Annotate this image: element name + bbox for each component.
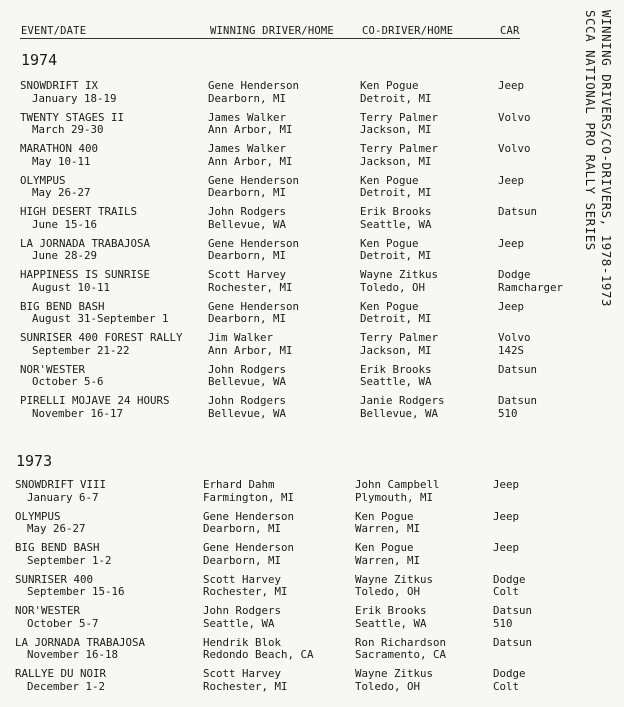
driver-home: Dearborn, MI [203, 522, 282, 535]
car-make: Jeep [498, 236, 525, 250]
codriver-name: Ken Pogue [360, 79, 419, 92]
car-model: Colt [493, 585, 520, 598]
driver-cell [208, 301, 299, 326]
car-cell [493, 511, 519, 524]
header-rule [20, 38, 520, 39]
codriver-home: Detroit, MI [360, 312, 432, 325]
event-cell [15, 605, 99, 630]
event-name: SNOWDRIFT VIII [15, 478, 107, 491]
event-cell [20, 238, 150, 263]
event-cell [15, 574, 125, 599]
event-date: October 5-7 [27, 616, 99, 630]
codriver-cell [355, 511, 420, 536]
driver-name: James Walker [208, 110, 287, 124]
column-header-codriver: CO-DRIVER/HOME [362, 25, 454, 37]
codriver-name: Erik Brooks [360, 362, 432, 376]
event-name: RALLYE DU NOIR [15, 667, 107, 680]
event-cell [15, 479, 106, 504]
car-make: Volvo [498, 142, 531, 155]
codriver-cell [360, 206, 432, 231]
codriver-cell [360, 80, 432, 105]
driver-name: Gene Henderson [208, 299, 300, 313]
codriver-name: Ken Pogue [360, 299, 419, 313]
codriver-cell [360, 143, 438, 168]
codriver-name: Ken Pogue [360, 173, 419, 187]
codriver-home: Jackson, MI [360, 154, 432, 168]
codriver-cell [355, 574, 433, 599]
event-date: June 28-29 [32, 249, 98, 262]
event-date: August 31-September 1 [32, 312, 169, 325]
driver-cell [203, 574, 288, 599]
driver-cell [208, 238, 299, 263]
event-date: December 1-2 [27, 679, 106, 693]
car-make: Dodge [493, 572, 526, 586]
event-cell [20, 112, 124, 137]
car-make: Jeep [498, 79, 525, 92]
event-name: HAPPINESS IS SUNRISE [20, 268, 151, 281]
codriver-cell [355, 542, 420, 567]
driver-home: Ann Arbor, MI [208, 123, 293, 136]
column-header-car: CAR [500, 25, 520, 37]
car-make: Volvo [498, 331, 531, 344]
event-date: May 10-11 [32, 154, 91, 168]
column-header-event: EVENT/DATE [21, 25, 87, 37]
event-date: January 18-19 [32, 91, 117, 105]
codriver-home: Warren, MI [355, 522, 421, 535]
codriver-name: John Campbell [355, 478, 440, 491]
car-cell [493, 605, 532, 630]
driver-home: Ann Arbor, MI [208, 154, 293, 168]
codriver-home: Toledo, OH [360, 280, 426, 294]
codriver-name: Terry Palmer [360, 331, 439, 344]
event-cell [15, 511, 86, 536]
driver-home: Bellevue, WA [208, 217, 287, 231]
event-date: September 15-16 [27, 585, 125, 598]
event-date: March 29-30 [32, 123, 104, 136]
codriver-cell [355, 479, 440, 504]
car-make: Datsun [493, 635, 533, 649]
car-cell [498, 269, 563, 294]
driver-cell [203, 479, 294, 504]
codriver-cell [360, 301, 432, 326]
car-cell [498, 301, 524, 314]
codriver-home: Seattle, WA [360, 217, 432, 231]
driver-cell [203, 542, 294, 567]
car-make: Jeep [498, 299, 525, 313]
column-header-winner: WINNING DRIVER/HOME [210, 25, 334, 37]
driver-cell [203, 668, 288, 693]
codriver-name: Erik Brooks [355, 604, 427, 617]
car-make: Dodge [493, 667, 526, 680]
car-cell [498, 175, 524, 188]
driver-home: Redondo Beach, CA [203, 648, 314, 661]
driver-cell [208, 80, 299, 105]
car-cell [498, 112, 531, 125]
car-cell [493, 574, 526, 599]
event-cell [20, 301, 169, 326]
car-make: Datsun [493, 604, 533, 617]
driver-name: Gene Henderson [203, 541, 295, 554]
codriver-name: Ron Richardson [355, 635, 447, 649]
car-cell [493, 668, 526, 693]
driver-name: James Walker [208, 142, 287, 155]
driver-cell [208, 364, 286, 389]
driver-name: John Rodgers [208, 205, 287, 218]
codriver-name: Janie Rodgers [360, 394, 445, 407]
driver-cell [203, 511, 294, 536]
car-make: Datsun [498, 394, 538, 407]
car-make: Datsun [498, 362, 538, 376]
page-title-main: WINNING DRIVERS/CO-DRIVERS, 1978-1973 [599, 10, 614, 307]
event-date: September 21-22 [32, 343, 130, 357]
codriver-name: Wayne Zitkus [355, 572, 434, 586]
driver-name: Scott Harvey [208, 268, 287, 281]
event-cell [20, 332, 183, 357]
codriver-cell [360, 395, 445, 420]
driver-name: Gene Henderson [208, 79, 300, 92]
event-date: August 10-11 [32, 280, 111, 294]
event-name: NOR'WESTER [15, 604, 81, 617]
driver-name: John Rodgers [208, 394, 287, 407]
driver-cell [208, 143, 293, 168]
event-date: September 1-2 [27, 553, 112, 567]
driver-name: Jim Walker [208, 331, 274, 344]
event-cell [15, 668, 106, 693]
driver-home: Bellevue, WA [208, 406, 287, 420]
codriver-home: Plymouth, MI [355, 490, 434, 504]
event-cell [15, 637, 145, 662]
codriver-cell [355, 668, 433, 693]
car-make: Jeep [493, 509, 520, 523]
event-name: LA JORNADA TRABAJOSA [20, 236, 151, 250]
car-cell [493, 479, 519, 492]
codriver-name: Terry Palmer [360, 110, 439, 124]
driver-name: Scott Harvey [203, 667, 282, 680]
event-name: HIGH DESERT TRAILS [20, 205, 138, 218]
codriver-home: Toledo, OH [355, 585, 421, 598]
driver-name: Gene Henderson [203, 509, 295, 523]
car-model: 142S [498, 343, 525, 357]
driver-cell [203, 605, 281, 630]
event-name: NOR'WESTER [20, 362, 86, 376]
event-name: MARATHON 400 [20, 142, 99, 155]
event-name: OLYMPUS [15, 509, 61, 523]
codriver-cell [360, 112, 438, 137]
codriver-name: Ken Pogue [355, 541, 414, 554]
car-make: Datsun [498, 205, 538, 218]
codriver-cell [360, 364, 432, 389]
car-cell [493, 637, 532, 650]
section-year-1973: 1973 [16, 452, 53, 470]
driver-name: Gene Henderson [208, 173, 300, 187]
section-year-1974: 1974 [21, 51, 58, 69]
event-cell [20, 364, 104, 389]
event-name: BIG BEND BASH [15, 541, 100, 554]
car-cell [498, 364, 537, 377]
codriver-name: Erik Brooks [360, 205, 432, 218]
driver-name: John Rodgers [208, 362, 287, 376]
codriver-name: Wayne Zitkus [360, 268, 439, 281]
driver-name: Hendrik Blok [203, 635, 282, 649]
driver-name: Scott Harvey [203, 572, 282, 586]
driver-cell [208, 269, 293, 294]
driver-cell [208, 112, 293, 137]
codriver-cell [360, 175, 432, 200]
event-cell [20, 269, 150, 294]
car-model: 510 [498, 406, 518, 420]
car-cell [498, 206, 537, 219]
driver-home: Bellevue, WA [208, 375, 287, 388]
event-date: May 26-27 [27, 522, 86, 535]
codriver-home: Jackson, MI [360, 123, 432, 136]
driver-cell [208, 175, 299, 200]
codriver-name: Wayne Zitkus [355, 667, 434, 680]
driver-cell [208, 332, 293, 357]
driver-home: Dearborn, MI [208, 312, 287, 325]
driver-home: Farmington, MI [203, 490, 295, 504]
car-cell [498, 80, 524, 93]
car-cell [498, 238, 524, 251]
car-make: Jeep [498, 173, 525, 187]
driver-home: Dearborn, MI [203, 553, 282, 567]
car-make: Jeep [493, 478, 520, 491]
driver-cell [208, 395, 286, 420]
event-date: November 16-18 [27, 648, 119, 661]
event-cell [20, 206, 137, 231]
driver-name: John Rodgers [203, 604, 282, 617]
driver-name: Gene Henderson [208, 236, 300, 250]
codriver-home: Detroit, MI [360, 186, 432, 199]
driver-home: Seattle, WA [203, 616, 275, 630]
car-make: Jeep [493, 541, 520, 554]
event-date: January 6-7 [27, 490, 99, 504]
event-name: SUNRISER 400 FOREST RALLY [20, 331, 183, 344]
event-name: SNOWDRIFT IX [20, 79, 99, 92]
event-name: SUNRISER 400 [15, 572, 94, 586]
codriver-home: Bellevue, WA [360, 406, 439, 420]
codriver-name: Ken Pogue [355, 509, 414, 523]
event-name: OLYMPUS [20, 173, 66, 187]
event-date: June 15-16 [32, 217, 98, 231]
car-model: Colt [493, 679, 520, 693]
driver-home: Rochester, MI [208, 280, 293, 294]
driver-home: Rochester, MI [203, 585, 288, 598]
car-cell [493, 542, 519, 555]
car-make: Volvo [498, 110, 531, 124]
event-date: October 5-6 [32, 375, 104, 388]
event-name: LA JORNADA TRABAJOSA [15, 635, 146, 649]
codriver-home: Jackson, MI [360, 343, 432, 357]
driver-home: Dearborn, MI [208, 249, 287, 262]
event-name: BIG BEND BASH [20, 299, 105, 313]
event-cell [20, 395, 170, 420]
codriver-cell [355, 637, 446, 662]
page-title [582, 10, 614, 307]
event-cell [15, 542, 112, 567]
codriver-name: Ken Pogue [360, 236, 419, 250]
event-name: TWENTY STAGES II [20, 110, 125, 124]
driver-home: Dearborn, MI [208, 186, 287, 199]
codriver-home: Detroit, MI [360, 91, 432, 105]
codriver-home: Seattle, WA [355, 616, 427, 630]
car-make: Dodge [498, 268, 531, 281]
car-cell [498, 143, 531, 156]
codriver-cell [355, 605, 427, 630]
driver-home: Rochester, MI [203, 679, 288, 693]
codriver-home: Warren, MI [355, 553, 421, 567]
page-subtitle: SCCA NATIONAL PRO RALLY SERIES [583, 10, 598, 251]
codriver-cell [360, 269, 438, 294]
codriver-cell [360, 332, 438, 357]
codriver-home: Detroit, MI [360, 249, 432, 262]
event-cell [20, 175, 91, 200]
event-date: November 16-17 [32, 406, 124, 420]
event-date: May 26-27 [32, 186, 91, 199]
codriver-home: Sacramento, CA [355, 648, 447, 661]
codriver-home: Seattle, WA [360, 375, 432, 388]
driver-home: Ann Arbor, MI [208, 343, 293, 357]
car-model: Ramcharger [498, 280, 564, 294]
car-model: 510 [493, 616, 513, 630]
driver-name: Erhard Dahm [203, 478, 275, 491]
driver-cell [208, 206, 286, 231]
event-name: PIRELLI MOJAVE 24 HOURS [20, 394, 170, 407]
event-cell [20, 143, 98, 168]
car-cell [498, 395, 537, 420]
event-cell [20, 80, 117, 105]
codriver-cell [360, 238, 432, 263]
driver-home: Dearborn, MI [208, 91, 287, 105]
car-cell [498, 332, 531, 357]
driver-cell [203, 637, 314, 662]
codriver-home: Toledo, OH [355, 679, 421, 693]
codriver-name: Terry Palmer [360, 142, 439, 155]
